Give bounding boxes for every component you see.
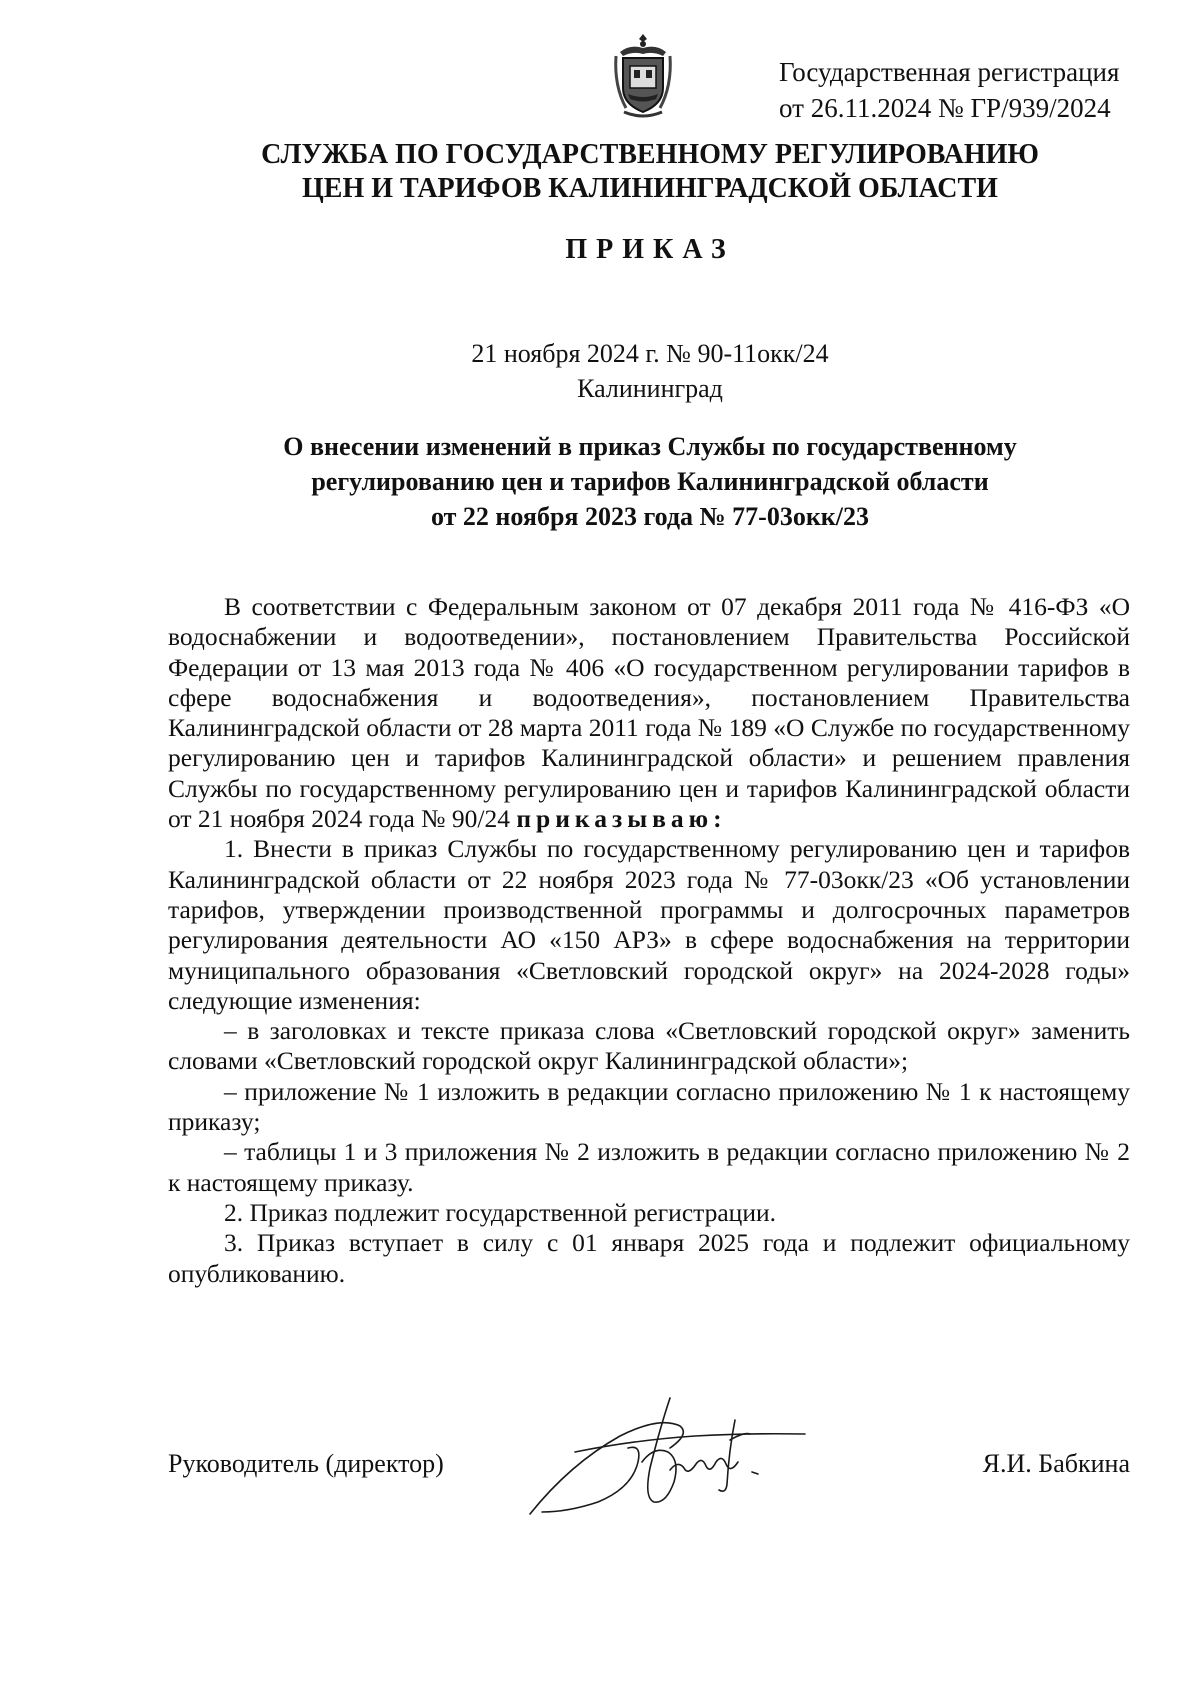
organization-line-1: СЛУЖБА ПО ГОСУДАРСТВЕННОМУ РЕГУЛИРОВАНИЮ xyxy=(261,139,1039,170)
document-date-block xyxy=(170,336,1130,406)
signer-name: Я.И. Бабкина xyxy=(982,1449,1130,1478)
subject-line-3: от 22 ноября 2023 года № 77-03окк/23 xyxy=(430,502,870,531)
registration-line-2: от 26.11.2024 № ГР/939/2024 xyxy=(779,93,1111,123)
document-body xyxy=(168,592,1130,1289)
handwritten-signature xyxy=(520,1392,810,1527)
dash-item-2: – приложение № 1 изложить в редакции согласно приложению № 1 к настоящему приказу; xyxy=(168,1076,1130,1137)
preamble-paragraph xyxy=(168,592,1130,834)
organization-name xyxy=(170,138,1130,206)
registration-line-1: Государственная регистрация xyxy=(779,57,1120,87)
preamble-text: В соответствии с Федеральным законом от 07 декабря 2011 года № 416-ФЗ «О водоснабжении и водоотведении», постановлением Правительства Российской Федерации от 13 мая 2013 года № 406 «О государственном регулировании тарифов в сфере водоснабжения и водоотведения», постановлением Правительства Калининградской области от 28 марта 2011 года № 189 «О Службе по государственному регулированию цен и тарифов Калининградской области» и решением правления Службы по государственному регулированию цен и тарифов Калининградской области от 21 ноября 2024 года № 90/24 xyxy=(168,592,1130,834)
coat-of-arms-icon xyxy=(612,30,674,122)
item-1-paragraph: 1. Внести в приказ Службы по государственному регулированию цен и тарифов Калининградской области от 22 ноября 2023 года № 77-03окк/23 «Об установлении тарифов, утверждении производственной программы и долгосрочных параметров регулирования деятельности АО «150 АРЗ» в сфере водоснабжения на территории муниципального образования «Светловский городской округ» на 2024-2028 годы» следующие изменения: xyxy=(168,834,1130,1015)
subject-line-2: регулированию цен и тарифов Калининградской области xyxy=(311,467,989,496)
dash-item-1: – в заголовках и тексте приказа слова «Светловский городской округ» заменить словами «Светловский городской округ Калининградской области»; xyxy=(168,1016,1130,1076)
document-type-title: ПРИКАЗ xyxy=(565,234,735,265)
signer-title: Руководитель (директор) xyxy=(168,1449,444,1478)
item-3-paragraph: 3. Приказ вступает в силу с 01 января 2025 года и подлежит официальному опубликованию. xyxy=(168,1228,1130,1288)
item-2-paragraph: 2. Приказ подлежит государственной регистрации. xyxy=(224,1197,776,1227)
organization-line-2: ЦЕН И ТАРИФОВ КАЛИНИНГРАДСКОЙ ОБЛАСТИ xyxy=(302,173,998,204)
document-subject xyxy=(170,429,1130,534)
document-city: Калининград xyxy=(577,374,723,403)
subject-line-1: О внесении изменений в приказ Службы по государственному xyxy=(283,432,1017,461)
dash-item-3: – таблицы 1 и 3 приложения № 2 изложить в редакции согласно приложению № 2 к настоящему приказу. xyxy=(168,1137,1130,1197)
document-date-number: 21 ноября 2024 г. № 90-11окк/24 xyxy=(471,339,829,368)
order-word: приказываю: xyxy=(516,804,727,834)
registration-stamp xyxy=(779,54,1139,126)
